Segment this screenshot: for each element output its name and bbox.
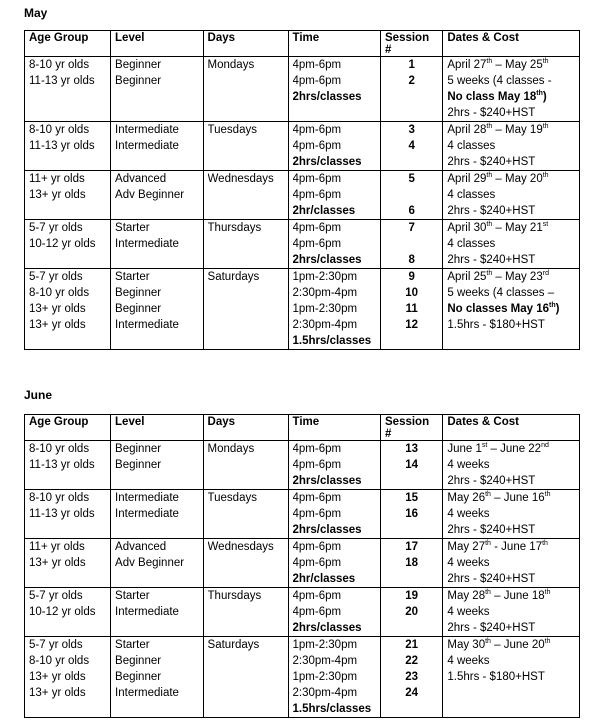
session-number: 17: [405, 541, 419, 553]
no-class-note: [447, 89, 575, 105]
time-cell: [288, 171, 381, 220]
dates-cost-cell: [443, 171, 580, 220]
level: Intermediate: [115, 492, 179, 504]
level: Beginner: [115, 59, 162, 71]
table-row: [25, 441, 580, 490]
age-group-cell: [25, 171, 111, 220]
time-slot: 4pm-6pm: [292, 508, 342, 520]
end-date: June 16: [503, 492, 545, 504]
age-group-cell: [25, 122, 111, 171]
level-cell: [111, 122, 204, 171]
age-group-cell: [25, 588, 111, 637]
level-cell: [111, 539, 204, 588]
time-note: 2hrs/classes: [292, 91, 362, 103]
end-date-suffix: th: [542, 540, 548, 547]
class-info: 5 weeks (4 classes -: [447, 75, 552, 87]
end-date-suffix: th: [542, 172, 549, 179]
session-cell: [381, 269, 443, 350]
level: Beginner: [115, 655, 162, 667]
date-range: [447, 57, 575, 73]
start-date-suffix: st: [481, 442, 488, 449]
start-date: April 27: [447, 59, 487, 71]
age-group: 10-12 yr olds: [29, 238, 96, 250]
table-row: [25, 220, 580, 269]
age-group: 13+ yr olds: [29, 557, 86, 569]
no-class-date-suffix: th: [536, 90, 543, 97]
dates-cost-cell: [443, 588, 580, 637]
no-class-close: ): [555, 303, 560, 315]
time-slot: 4pm-6pm: [292, 590, 342, 602]
time-note: 2hrs/classes: [292, 156, 362, 168]
date-separator: –: [490, 492, 504, 504]
date-range: [447, 637, 575, 653]
date-separator: –: [492, 59, 506, 71]
dates-cost-cell: [443, 637, 580, 718]
start-date: April 28: [447, 124, 487, 136]
end-date: June 20: [503, 639, 545, 651]
day: Wednesdays: [207, 173, 274, 185]
date-range: [447, 490, 575, 506]
class-info: 4 weeks: [447, 557, 490, 569]
cost: 2hrs - $240+HST: [447, 573, 536, 585]
class-info: 4 weeks: [447, 655, 490, 667]
end-date: May 23: [505, 271, 543, 283]
end-date: June 22: [500, 443, 542, 455]
date-separator: –: [490, 639, 504, 651]
level-cell: [111, 171, 204, 220]
level-cell: [111, 637, 204, 718]
day: Thursdays: [207, 222, 262, 234]
time-note: 1.5hrs/classes: [292, 335, 372, 347]
no-class-date: No class May 18: [447, 91, 537, 103]
age-group: 8-10 yr olds: [29, 492, 90, 504]
session-number: 11: [405, 303, 418, 315]
start-date-suffix: th: [485, 638, 491, 645]
end-date-suffix: rd: [542, 270, 549, 277]
start-date: April 25: [447, 271, 487, 283]
days-cell: [203, 637, 288, 718]
time-slot: 1pm-2:30pm: [292, 639, 358, 651]
date-separator: –: [492, 271, 506, 283]
column-header: Time: [288, 415, 381, 441]
dates-cost-cell: [443, 539, 580, 588]
dates-cost-cell: [443, 490, 580, 539]
end-date-suffix: th: [542, 58, 549, 65]
end-date-suffix: th: [544, 638, 551, 645]
age-group: 5-7 yr olds: [29, 222, 83, 234]
start-date: May 26: [447, 492, 486, 504]
column-header: Days: [203, 31, 288, 57]
time-cell: [288, 588, 381, 637]
june-schedule-table: [24, 414, 580, 718]
day: Tuesdays: [207, 492, 257, 504]
column-header: Age Group: [25, 31, 111, 57]
date-separator: –: [487, 443, 501, 455]
cost: 2hrs - $240+HST: [447, 475, 536, 487]
level: Beginner: [115, 303, 162, 315]
session-cell: [381, 588, 443, 637]
session-number: 23: [405, 671, 419, 683]
age-group: 11+ yr olds: [29, 541, 85, 553]
session-number: 15: [405, 492, 419, 504]
dates-cost-cell: [443, 57, 580, 122]
age-group-cell: [25, 220, 111, 269]
session-number: 14: [405, 459, 419, 471]
time-cell: [288, 637, 381, 718]
month-title-june: June: [24, 388, 53, 402]
class-info: 4 classes: [447, 189, 496, 201]
session-cell: [381, 57, 443, 122]
date-separator: -: [490, 541, 502, 553]
level: Intermediate: [115, 140, 179, 152]
table-row: [25, 490, 580, 539]
day: Saturdays: [207, 639, 260, 651]
start-date-suffix: th: [485, 491, 491, 498]
start-date-suffix: th: [485, 589, 491, 596]
header-row: [25, 415, 580, 441]
table-row: [25, 171, 580, 220]
session-number: [381, 187, 442, 203]
time-cell: [288, 122, 381, 171]
age-group-cell: [25, 490, 111, 539]
session-cell: [381, 122, 443, 171]
time-slot: 4pm-6pm: [292, 557, 342, 569]
session-cell: [381, 637, 443, 718]
cost: 2hrs - $240+HST: [447, 622, 536, 634]
age-group: 10-12 yr olds: [29, 606, 96, 618]
column-header: Age Group: [25, 415, 111, 441]
age-group: 8-10 yr olds: [29, 59, 90, 71]
class-info: 5 weeks (4 classes –: [447, 287, 555, 299]
age-group: 11-13 yr olds: [29, 140, 95, 152]
time-slot: 4pm-6pm: [292, 606, 342, 618]
level-cell: [111, 490, 204, 539]
session-cell: [381, 441, 443, 490]
session-number: 9: [408, 271, 415, 283]
time-cell: [288, 490, 381, 539]
session-cell: [381, 171, 443, 220]
date-range: [447, 588, 575, 604]
cost: 2hrs - $240+HST: [447, 524, 536, 536]
session-number: 8: [408, 254, 415, 266]
cost: 2hrs - $240+HST: [447, 254, 536, 266]
start-date-suffix: th: [486, 58, 493, 65]
days-cell: [203, 490, 288, 539]
level: Starter: [115, 590, 150, 602]
no-class-note: [447, 301, 575, 317]
session-number: 22: [405, 655, 419, 667]
level: Beginner: [115, 671, 162, 683]
start-date-suffix: th: [486, 123, 493, 130]
column-header: Dates & Cost: [443, 415, 580, 441]
session-number: 10: [405, 287, 419, 299]
time-note: 2hrs/classes: [292, 622, 362, 634]
age-group: 8-10 yr olds: [29, 655, 90, 667]
level: Adv Beginner: [115, 189, 185, 201]
days-cell: [203, 171, 288, 220]
end-date-suffix: th: [542, 123, 549, 130]
age-group: 8-10 yr olds: [29, 124, 90, 136]
cost: 2hrs - $240+HST: [447, 205, 536, 217]
table-row: [25, 637, 580, 718]
header-row: [25, 31, 580, 57]
age-group: 11+ yr olds: [29, 173, 85, 185]
age-group: 8-10 yr olds: [29, 287, 90, 299]
days-cell: [203, 588, 288, 637]
time-note: 2hrs/classes: [292, 524, 362, 536]
session-number: 4: [408, 140, 415, 152]
end-date: May 19: [505, 124, 543, 136]
session-number: 12: [405, 319, 419, 331]
day: Mondays: [207, 443, 255, 455]
dates-cost-cell: [443, 441, 580, 490]
time-slot: 4pm-6pm: [292, 459, 342, 471]
end-date-suffix: nd: [541, 442, 549, 449]
day: Saturdays: [207, 271, 260, 283]
time-note: 2hrs/classes: [292, 475, 362, 487]
end-date-suffix: st: [542, 221, 549, 228]
level: Intermediate: [115, 238, 179, 250]
session-number: 2: [408, 75, 415, 87]
cost: 2hrs - $240+HST: [447, 107, 536, 119]
date-range: [447, 171, 575, 187]
table-row: [25, 269, 580, 350]
end-date: June 17: [501, 541, 543, 553]
age-group: 11-13 yr olds: [29, 508, 95, 520]
start-date-suffix: th: [486, 221, 493, 228]
start-date: May 30: [447, 639, 486, 651]
time-slot: 1pm-2:30pm: [292, 303, 358, 315]
session-number: 1: [408, 59, 415, 71]
level: Adv Beginner: [115, 557, 185, 569]
time-slot: 2:30pm-4pm: [292, 287, 358, 299]
age-group-cell: [25, 269, 111, 350]
column-header: Level: [111, 415, 204, 441]
age-group: 13+ yr olds: [29, 687, 86, 699]
days-cell: [203, 122, 288, 171]
session-number: 18: [405, 557, 419, 569]
end-date-suffix: th: [544, 491, 551, 498]
dates-cost-cell: [443, 220, 580, 269]
days-cell: [203, 57, 288, 122]
time-slot: 4pm-6pm: [292, 222, 342, 234]
table-row: [25, 539, 580, 588]
date-range: [447, 269, 575, 285]
no-class-date-suffix: th: [549, 302, 556, 309]
level: Intermediate: [115, 606, 179, 618]
level: Beginner: [115, 75, 162, 87]
session-number: 16: [405, 508, 419, 520]
age-group: 5-7 yr olds: [29, 590, 83, 602]
session-number: 3: [408, 124, 415, 136]
start-date: June 1: [447, 443, 482, 455]
day: Tuesdays: [207, 124, 257, 136]
time-slot: 2:30pm-4pm: [292, 655, 358, 667]
class-info: 4 classes: [447, 140, 496, 152]
age-group-cell: [25, 539, 111, 588]
session-number: 6: [408, 205, 415, 217]
date-separator: –: [490, 590, 504, 602]
session-cell: [381, 539, 443, 588]
column-header: Session #: [381, 415, 443, 441]
time-slot: 1pm-2:30pm: [292, 271, 358, 283]
date-separator: –: [492, 124, 506, 136]
time-slot: 4pm-6pm: [292, 124, 342, 136]
level: Beginner: [115, 459, 162, 471]
start-date-suffix: th: [485, 540, 491, 547]
time-slot: 4pm-6pm: [292, 140, 342, 152]
time-slot: 4pm-6pm: [292, 443, 342, 455]
class-info: 4 weeks: [447, 508, 490, 520]
session-number: 24: [405, 687, 419, 699]
time-cell: [288, 57, 381, 122]
dates-cost-cell: [443, 122, 580, 171]
time-note: 2hr/classes: [292, 573, 356, 585]
time-slot: 4pm-6pm: [292, 492, 342, 504]
days-cell: [203, 441, 288, 490]
time-note: 2hr/classes: [292, 205, 356, 217]
day: Wednesdays: [207, 541, 274, 553]
no-class-close: ): [542, 91, 547, 103]
table-row: [25, 122, 580, 171]
level: Beginner: [115, 287, 162, 299]
level-cell: [111, 269, 204, 350]
start-date: May 28: [447, 590, 486, 602]
date-range: [447, 539, 575, 555]
time-slot: 4pm-6pm: [292, 173, 342, 185]
time-slot: 1pm-2:30pm: [292, 671, 358, 683]
level: Advanced: [115, 541, 167, 553]
dates-cost-cell: [443, 269, 580, 350]
end-date: May 20: [505, 173, 543, 185]
class-info: 4 weeks: [447, 606, 490, 618]
start-date-suffix: th: [486, 270, 493, 277]
session-number: 19: [405, 590, 419, 602]
session-cell: [381, 220, 443, 269]
no-class-date: No classes May 16: [447, 303, 550, 315]
age-group: 13+ yr olds: [29, 671, 86, 683]
start-date: April 30: [447, 222, 487, 234]
level: Beginner: [115, 443, 162, 455]
end-date-suffix: th: [544, 589, 551, 596]
session-number: 21: [405, 639, 419, 651]
start-date: May 27: [447, 541, 486, 553]
days-cell: [203, 269, 288, 350]
day: Mondays: [207, 59, 255, 71]
age-group: 8-10 yr olds: [29, 443, 90, 455]
level: Starter: [115, 271, 150, 283]
time-cell: [288, 269, 381, 350]
start-date-suffix: th: [486, 172, 493, 179]
level-cell: [111, 441, 204, 490]
age-group-cell: [25, 441, 111, 490]
age-group: 13+ yr olds: [29, 303, 86, 315]
level: Intermediate: [115, 124, 179, 136]
start-date: April 29: [447, 173, 487, 185]
time-slot: 4pm-6pm: [292, 75, 342, 87]
time-note: 2hrs/classes: [292, 254, 362, 266]
level: Starter: [115, 639, 150, 651]
table-row: [25, 588, 580, 637]
date-separator: –: [492, 222, 506, 234]
age-group: 5-7 yr olds: [29, 639, 83, 651]
class-info: 4 weeks: [447, 459, 490, 471]
time-slot: 4pm-6pm: [292, 59, 342, 71]
time-slot: 4pm-6pm: [292, 189, 342, 201]
column-header: Session #: [381, 31, 443, 57]
column-header: Days: [203, 415, 288, 441]
end-date: June 18: [503, 590, 545, 602]
class-info: 4 classes: [447, 238, 496, 250]
time-slot: 2:30pm-4pm: [292, 319, 358, 331]
time-cell: [288, 539, 381, 588]
days-cell: [203, 220, 288, 269]
session-number: 7: [408, 222, 415, 234]
month-title-may: May: [24, 6, 48, 20]
time-slot: 4pm-6pm: [292, 541, 342, 553]
end-date: May 25: [505, 59, 543, 71]
level: Intermediate: [115, 687, 179, 699]
session-number: 20: [405, 606, 419, 618]
column-header: Dates & Cost: [443, 31, 580, 57]
session-number: 5: [408, 173, 415, 185]
table-row: [25, 57, 580, 122]
day: Thursdays: [207, 590, 262, 602]
column-header: Time: [288, 31, 381, 57]
end-date: May 21: [505, 222, 543, 234]
level: Starter: [115, 222, 150, 234]
date-separator: –: [492, 173, 506, 185]
age-group: 5-7 yr olds: [29, 271, 83, 283]
time-slot: 4pm-6pm: [292, 238, 342, 250]
date-range: [447, 122, 575, 138]
cost: 1.5hrs - $180+HST: [447, 319, 545, 331]
date-range: [447, 441, 575, 457]
session-number: 13: [405, 443, 419, 455]
age-group: 13+ yr olds: [29, 189, 86, 201]
level-cell: [111, 57, 204, 122]
age-group: 13+ yr olds: [29, 319, 86, 331]
age-group-cell: [25, 637, 111, 718]
time-slot: 2:30pm-4pm: [292, 687, 358, 699]
session-cell: [381, 490, 443, 539]
session-number: [381, 236, 442, 252]
cost: 2hrs - $240+HST: [447, 156, 536, 168]
date-range: [447, 220, 575, 236]
level: Intermediate: [115, 508, 179, 520]
time-cell: [288, 220, 381, 269]
age-group: 11-13 yr olds: [29, 459, 95, 471]
level-cell: [111, 588, 204, 637]
age-group-cell: [25, 57, 111, 122]
level: Intermediate: [115, 319, 179, 331]
level-cell: [111, 220, 204, 269]
time-note: 1.5hrs/classes: [292, 703, 372, 715]
cost: 1.5hrs - $180+HST: [447, 671, 545, 683]
level: Advanced: [115, 173, 167, 185]
days-cell: [203, 539, 288, 588]
column-header: Level: [111, 31, 204, 57]
may-schedule-table: [24, 30, 580, 350]
time-cell: [288, 441, 381, 490]
age-group: 11-13 yr olds: [29, 75, 95, 87]
